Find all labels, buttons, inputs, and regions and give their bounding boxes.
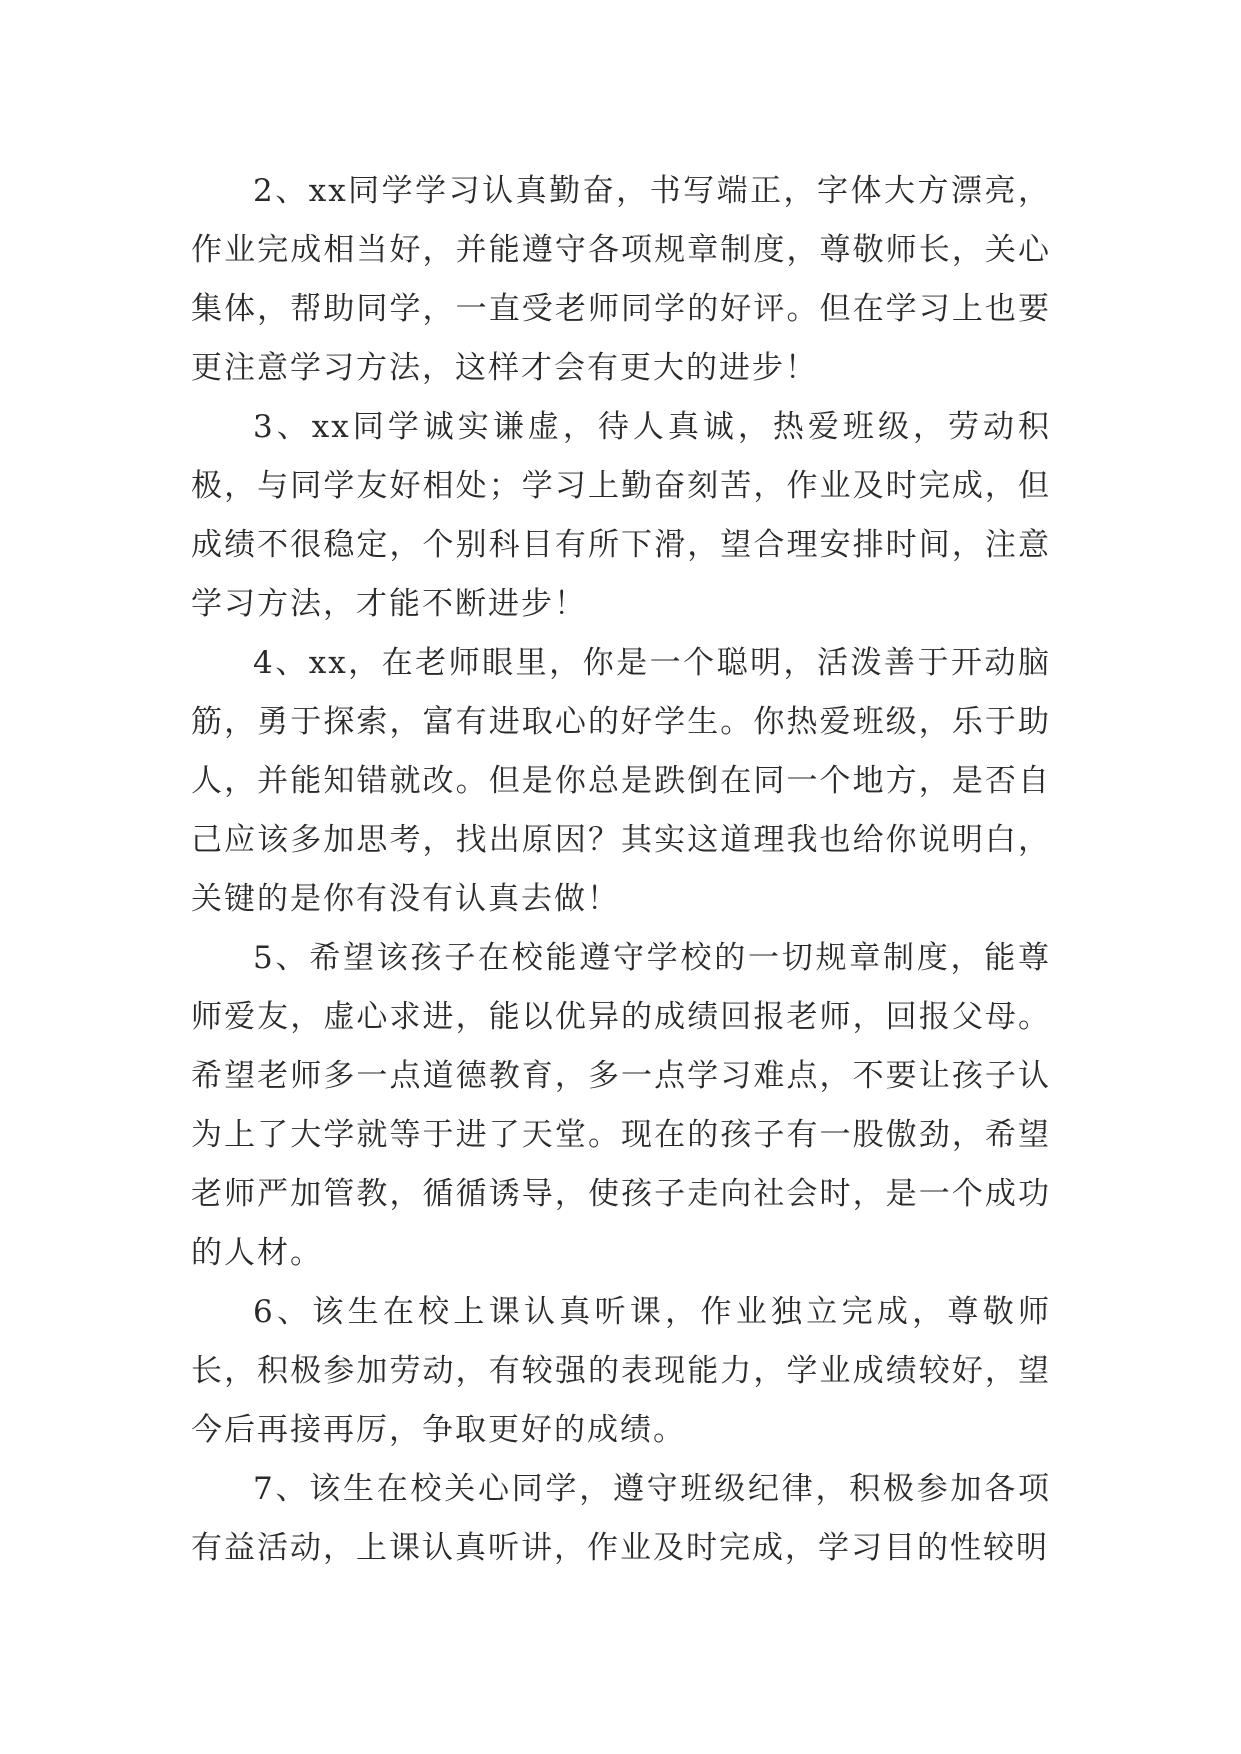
paragraph-6: 6、该生在校上课认真听课，作业独立完成，尊敬师长，积极参加劳动，有较强的表现能力，学业成绩较好，望今后再接再厉，争取更好的成绩。 (191, 1294, 1051, 1448)
paragraph-5: 5、希望该孩子在校能遵守学校的一切规章制度，能尊师爱友，虚心求进，能以优异的成绩回报老师，回报父母。希望老师多一点道德教育，多一点学习难点，不要让孩子认为上了大学就等于进了天堂。现在的孩子有一股傲劲，希望老师严加管教，循循诱导，使孩子走向社会时，是一个成功的人材。 (191, 940, 1051, 1271)
paragraph-4: 4、xx，在老师眼里，你是一个聪明，活泼善于开动脑筋，勇于探索，富有进取心的好学生。你热爱班级，乐于助人，并能知错就改。但是你总是跌倒在同一个地方，是否自己应该多加思考，找出原因？其实这道理我也给你说明白，关键的是你有没有认真去做！ (191, 645, 1051, 917)
paragraph-7: 7、该生在校关心同学，遵守班级纪律，积极参加各项有益活动，上课认真听讲，作业及时完成，学习目的性较明 (191, 1471, 1051, 1566)
paragraph-2: 2、xx同学学习认真勤奋，书写端正，字体大方漂亮，作业完成相当好，并能遵守各项规章制度，尊敬师长，关心集体，帮助同学，一直受老师同学的好评。但在学习上也要更注意学习方法，这样才会有更大的进步！ (191, 173, 1051, 386)
document-body (191, 162, 1051, 1578)
paragraph-3: 3、xx同学诚实谦虚，待人真诚，热爱班级，劳动积极，与同学友好相处；学习上勤奋刻苦，作业及时完成，但成绩不很稳定，个别科目有所下滑，望合理安排时间，注意学习方法，才能不断进步！ (191, 409, 1051, 622)
